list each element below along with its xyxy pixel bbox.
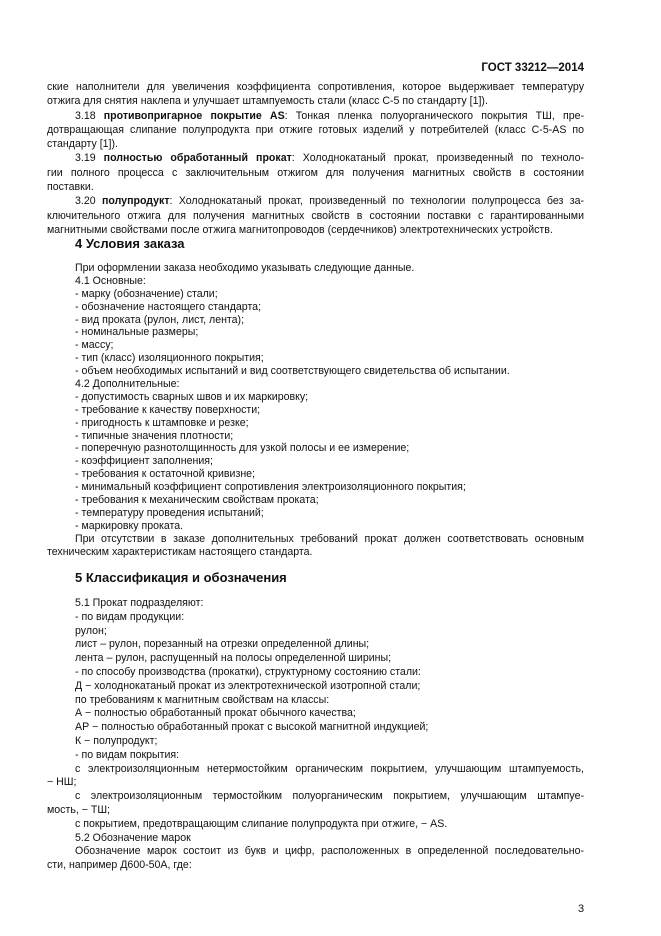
section-3-continuation (47, 80, 584, 237)
page-number: 3 (578, 903, 585, 915)
term-3-18: 3.18 противопригарное покрытие AS: Тонкая пленка полуорганического покрытия ТШ, пре- (75, 109, 584, 122)
text-line: При оформлении заказа необходимо указывать следующие данные. (75, 262, 415, 274)
text-line: отжига для снятия наклепа и улучшает штампуемость стали (класс С-5 по стандарту [1]). (47, 95, 488, 108)
text-line: гии полного процесса с заключительным отжигом для получения магнитных свойств в состоянии (47, 166, 584, 179)
text-line: При отсутствии в заказе дополнительных требований прокат должен соответствовать основным (75, 532, 584, 545)
list-item: по требованиям к магнитным свойствам на классы: (75, 693, 330, 706)
list-item: - минимальный коэффициент сопротивления электроизоляционного покрытия; (75, 481, 466, 494)
text-line: сти, например Д600-50А, где: (47, 859, 192, 872)
list-item: - коэффициент заполнения; (75, 455, 213, 468)
list-item: А − полностью обработанный прокат обычного качества; (75, 707, 356, 720)
text-line: магнитными свойствами после отжига магнитопроводов (сердечников) электротехнических устройств. (47, 223, 553, 236)
term-3-19: 3.19 полностью обработанный прокат: Холоднокатаный прокат, произведенный по техноло- (75, 152, 584, 165)
term-title: полупродукт (101, 195, 170, 208)
section-4-heading: 4 Условия заказа (75, 236, 185, 251)
list-item: - по видам покрытия: (75, 748, 180, 761)
list-item: - поперечную разнотолщинность для узкой полосы и ее измерение; (75, 442, 410, 455)
term-title: противопригарное покрытие AS (103, 109, 285, 122)
text-line: 5.2 Обозначение марок (75, 831, 191, 844)
list-item: - типичные значения плотности; (75, 429, 234, 442)
list-item: - массу; (75, 339, 114, 352)
text-line: дотвращающая слипание полупродукта при отжиге готовых изделий у потребителей (класс С-5-AS по (47, 123, 584, 136)
list-item: - марку (обозначение) стали; (75, 287, 218, 300)
list-item: - номинальные размеры; (75, 326, 199, 339)
text-line: − НШ; (47, 776, 77, 789)
text-line: 4.2 Дополнительные: (75, 378, 180, 391)
list-item: - маркировку проката. (75, 519, 184, 532)
text-line: поставки. (47, 181, 94, 194)
section-5-heading: 5 Классификация и обозначения (75, 570, 287, 585)
list-item: К − полупродукт; (75, 734, 158, 747)
list-item: - обозначение настоящего стандарта; (75, 300, 262, 313)
list-item: - вид проката (рулон, лист, лента); (75, 313, 245, 326)
list-item: с электроизоляционным нетермостойким органическим покрытием, улучшающим штампуемость, (75, 762, 584, 775)
text-line: стандарту [1]). (47, 138, 118, 151)
text-line: Обозначение марок состоит из букв и цифр, расположенных в определенной последовательно- (75, 845, 584, 858)
list-item: лента – рулон, распущенный на полосы определенной ширины; (75, 652, 392, 665)
list-item: - пригодность к штамповке и резке; (75, 416, 249, 429)
term-title: полностью обработанный прокат (103, 152, 292, 165)
list-item: - температуру проведения испытаний; (75, 506, 264, 519)
section-4-body (47, 262, 584, 558)
list-item: - требования к остаточной кривизне; (75, 468, 256, 481)
text-line: ские наполнители для увеличения коэффициента сопротивления, которое выдерживает температуру (47, 81, 584, 93)
text-line: ключительного отжига для получения магнитных свойств в состоянии поставки с гарантированными (47, 209, 584, 222)
list-item: - тип (класс) изоляционного покрытия; (75, 352, 264, 365)
text-line: техническим характеристикам настоящего стандарта. (47, 545, 313, 558)
list-item: - требования к механическим свойствам проката; (75, 494, 319, 507)
list-item: с электроизоляционным термостойким полуорганическим покрытием, улучшающим штампуе- (75, 790, 584, 803)
list-item: - допустимость сварных швов и их маркировку; (75, 390, 309, 403)
list-item: с покрытием, предотвращающим слипание полупродукта при отжиге, − AS. (75, 817, 448, 830)
list-item: рулон; (75, 624, 107, 637)
text-line: 5.1 Прокат подразделяют: (75, 597, 204, 609)
list-item: лист – рулон, порезанный на отрезки определенной длины; (75, 638, 370, 651)
list-item: - объем необходимых испытаний и вид соответствующего свидетельства об испытании. (75, 365, 510, 378)
list-item: АР − полностью обработанный прокат с высокой магнитной индукцией; (75, 721, 429, 734)
text-line: 4.1 Основные: (75, 274, 146, 287)
text-line: мость, − ТШ; (47, 803, 110, 816)
section-5-body (47, 597, 584, 873)
list-item: - по видам продукции: (75, 610, 185, 623)
list-item: - по способу производства (прокатки), структурному состоянию стали: (75, 665, 421, 678)
list-item: Д − холоднокатаный прокат из электротехнической изотропной стали; (75, 679, 421, 692)
document-header: ГОСТ 33212—2014 (481, 62, 584, 74)
term-3-20: 3.20 полупродукт: Холоднокатаный прокат, произведенный по технологии полупроцесса без за- (75, 195, 584, 208)
list-item: - требование к качеству поверхности; (75, 403, 261, 416)
